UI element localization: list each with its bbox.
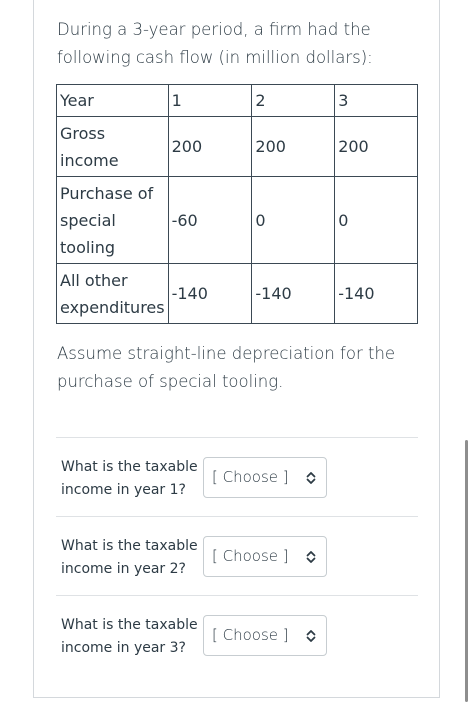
table-cell: 0	[335, 177, 418, 264]
select-value: [ Choose ]	[212, 626, 289, 644]
divider	[56, 516, 418, 517]
row-label-line: income	[60, 150, 119, 170]
question-line: income in year 1?	[61, 481, 186, 498]
table-cell: -140	[168, 264, 252, 324]
chevron-up-down-icon	[306, 549, 316, 565]
answer-select-year-2[interactable]	[203, 536, 327, 577]
table-cell: -140	[335, 264, 418, 324]
table-cell: -140	[252, 264, 335, 324]
table-header-row	[57, 85, 418, 117]
answer-select-year-3[interactable]	[203, 615, 327, 656]
intro-line-2: following cash flow (in million dollars):	[57, 48, 373, 67]
answer-select-year-1[interactable]	[203, 457, 327, 498]
table-row-special-tooling	[57, 177, 418, 264]
question-line: What is the taxable	[61, 538, 198, 554]
table-cell: 200	[335, 117, 418, 177]
row-label-line: Purchase of	[60, 183, 154, 203]
table-row-other-expenditures	[57, 264, 418, 324]
divider	[56, 437, 418, 438]
row-label-line: Gross	[60, 123, 106, 143]
question-year-3	[61, 614, 201, 659]
assume-line-1: Assume straight-line depreciation for the	[57, 344, 396, 363]
header-cell-year: Year	[57, 85, 169, 117]
chevron-up-down-icon	[306, 470, 316, 486]
question-line: What is the taxable	[61, 617, 198, 633]
row-label-gross-income	[57, 117, 169, 177]
question-line: income in year 3?	[61, 639, 186, 656]
question-year-2	[61, 535, 201, 580]
intro-line-1: During a 3-year period, a firm had the	[57, 20, 371, 39]
header-cell-2: 2	[252, 85, 335, 117]
select-value: [ Choose ]	[212, 468, 289, 486]
row-label-special-tooling	[57, 177, 169, 264]
assume-line-2: purchase of special tooling.	[57, 372, 284, 391]
table-cell: 200	[252, 117, 335, 177]
header-cell-1: 1	[168, 85, 252, 117]
assumption-text	[57, 340, 417, 396]
scrollbar[interactable]	[465, 440, 468, 702]
question-line: income in year 2?	[61, 560, 186, 577]
row-label-line: All other	[60, 270, 128, 290]
question-year-1	[61, 456, 201, 501]
divider	[56, 595, 418, 596]
row-label-other-expenditures	[57, 264, 169, 324]
table-cell: 200	[168, 117, 252, 177]
table-cell: 0	[252, 177, 335, 264]
header-cell-3: 3	[335, 85, 418, 117]
problem-intro	[57, 16, 417, 72]
select-value: [ Choose ]	[212, 547, 289, 565]
chevron-up-down-icon	[306, 628, 316, 644]
row-label-line: tooling	[60, 237, 116, 257]
row-label-line: special	[60, 210, 116, 230]
row-label-line: expenditures	[60, 297, 165, 317]
question-line: What is the taxable	[61, 459, 198, 475]
cash-flow-table	[56, 84, 418, 324]
table-row-gross-income	[57, 117, 418, 177]
table-cell: -60	[168, 177, 252, 264]
